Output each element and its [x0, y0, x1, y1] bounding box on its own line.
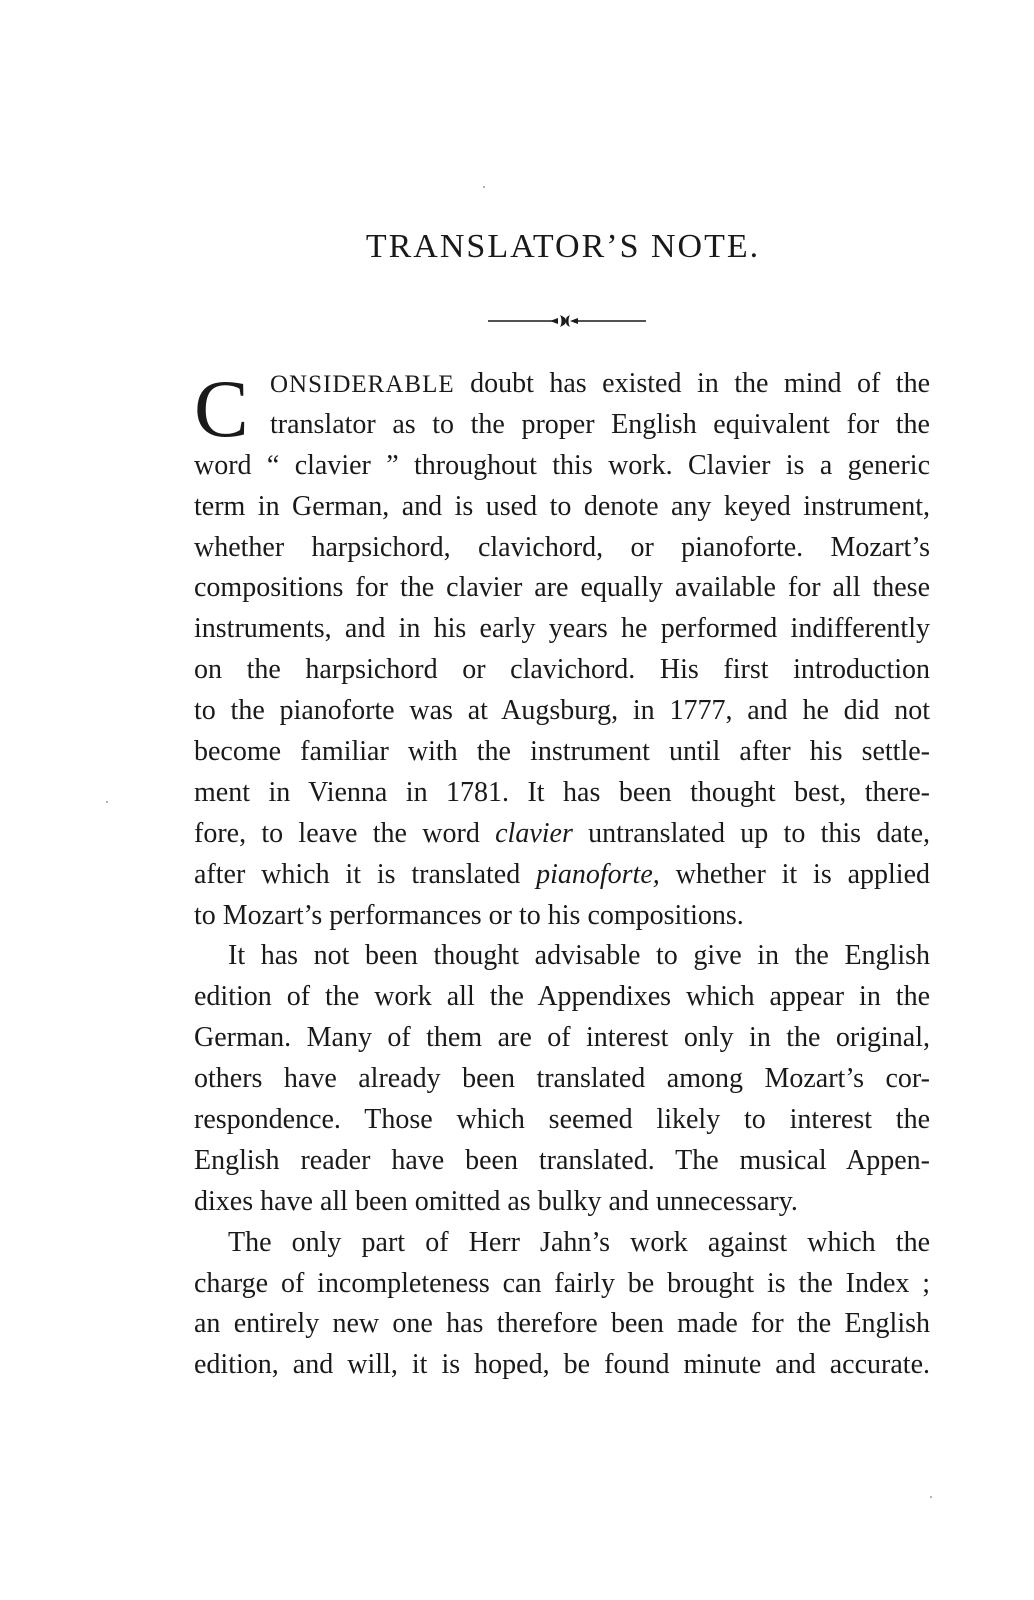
- text-line: others have already been translated among Mozart’s cor-: [194, 1063, 930, 1095]
- text-line: [194, 855, 930, 896]
- line-text: untranslated up to this date,: [572, 817, 930, 849]
- ornament-divider-icon: [488, 312, 646, 328]
- text-line: dixes have all been omitted as bulky and unnecessary.: [194, 1185, 798, 1217]
- text-line: [194, 364, 930, 405]
- paper-speck: [483, 186, 485, 188]
- italic-word: clavier: [495, 817, 573, 849]
- text-line: become familiar with the instrument until after his settle-: [194, 736, 930, 768]
- text-line: on the harpsichord or clavichord. His first introduction: [194, 654, 930, 686]
- body-text: [194, 364, 930, 1386]
- text-line: German. Many of them are of interest only in the original,: [194, 1022, 930, 1054]
- line-text: fore, to leave the word: [194, 817, 496, 849]
- paper-speck: [106, 801, 108, 803]
- text-line: respondence. Those which seemed likely to interest the: [194, 1104, 930, 1136]
- page-title: TRANSLATOR’S NOTE.: [365, 228, 761, 265]
- text-line: charge of incompleteness can fairly be brought is the Index ;: [194, 1267, 930, 1299]
- paragraph-2: [194, 936, 930, 1222]
- text-line: edition, and will, it is hoped, be found minute and accurate.: [194, 1349, 930, 1381]
- text-line: an entirely new one has therefore been made for the English: [194, 1308, 930, 1340]
- text-line: ment in Vienna in 1781. It has been thought best, there-: [194, 776, 930, 808]
- paragraph-1: [194, 364, 930, 936]
- text-line: edition of the work all the Appendixes which appear in the: [194, 981, 930, 1013]
- text-line: It has not been thought advisable to give in the English: [228, 940, 930, 972]
- line-text: after which it is translated: [194, 858, 537, 890]
- text-line: whether harpsichord, clavichord, or pianoforte. Mozart’s: [194, 531, 930, 563]
- text-line: The only part of Herr Jahn’s work against which the: [228, 1226, 930, 1258]
- text-line: word “ clavier ” throughout this work. Clavier is a generic: [194, 449, 930, 481]
- lead-word: ONSIDERABLE: [270, 371, 455, 398]
- text-line: term in German, and is used to denote any keyed instrument,: [194, 490, 930, 522]
- text-line: to the pianoforte was at Augsburg, in 1777, and he did not: [194, 695, 930, 727]
- text-line: instruments, and in his early years he performed indifferently: [194, 613, 930, 645]
- text-line: English reader have been translated. The musical Appen-: [194, 1144, 930, 1176]
- drop-cap: C: [194, 363, 249, 454]
- line-text: whether it is applied: [659, 858, 931, 890]
- text-line: translator as to the proper English equivalent for the: [270, 408, 930, 440]
- paragraph-3: [194, 1223, 930, 1387]
- text-line: [194, 814, 930, 855]
- text-line: to Mozart’s performances or to his compositions.: [194, 899, 744, 931]
- paper-speck: [930, 1496, 932, 1498]
- italic-word: pianoforte,: [536, 858, 660, 890]
- line-text: doubt has existed in the mind of the: [454, 368, 930, 399]
- text-line: compositions for the clavier are equally available for all these: [194, 572, 930, 604]
